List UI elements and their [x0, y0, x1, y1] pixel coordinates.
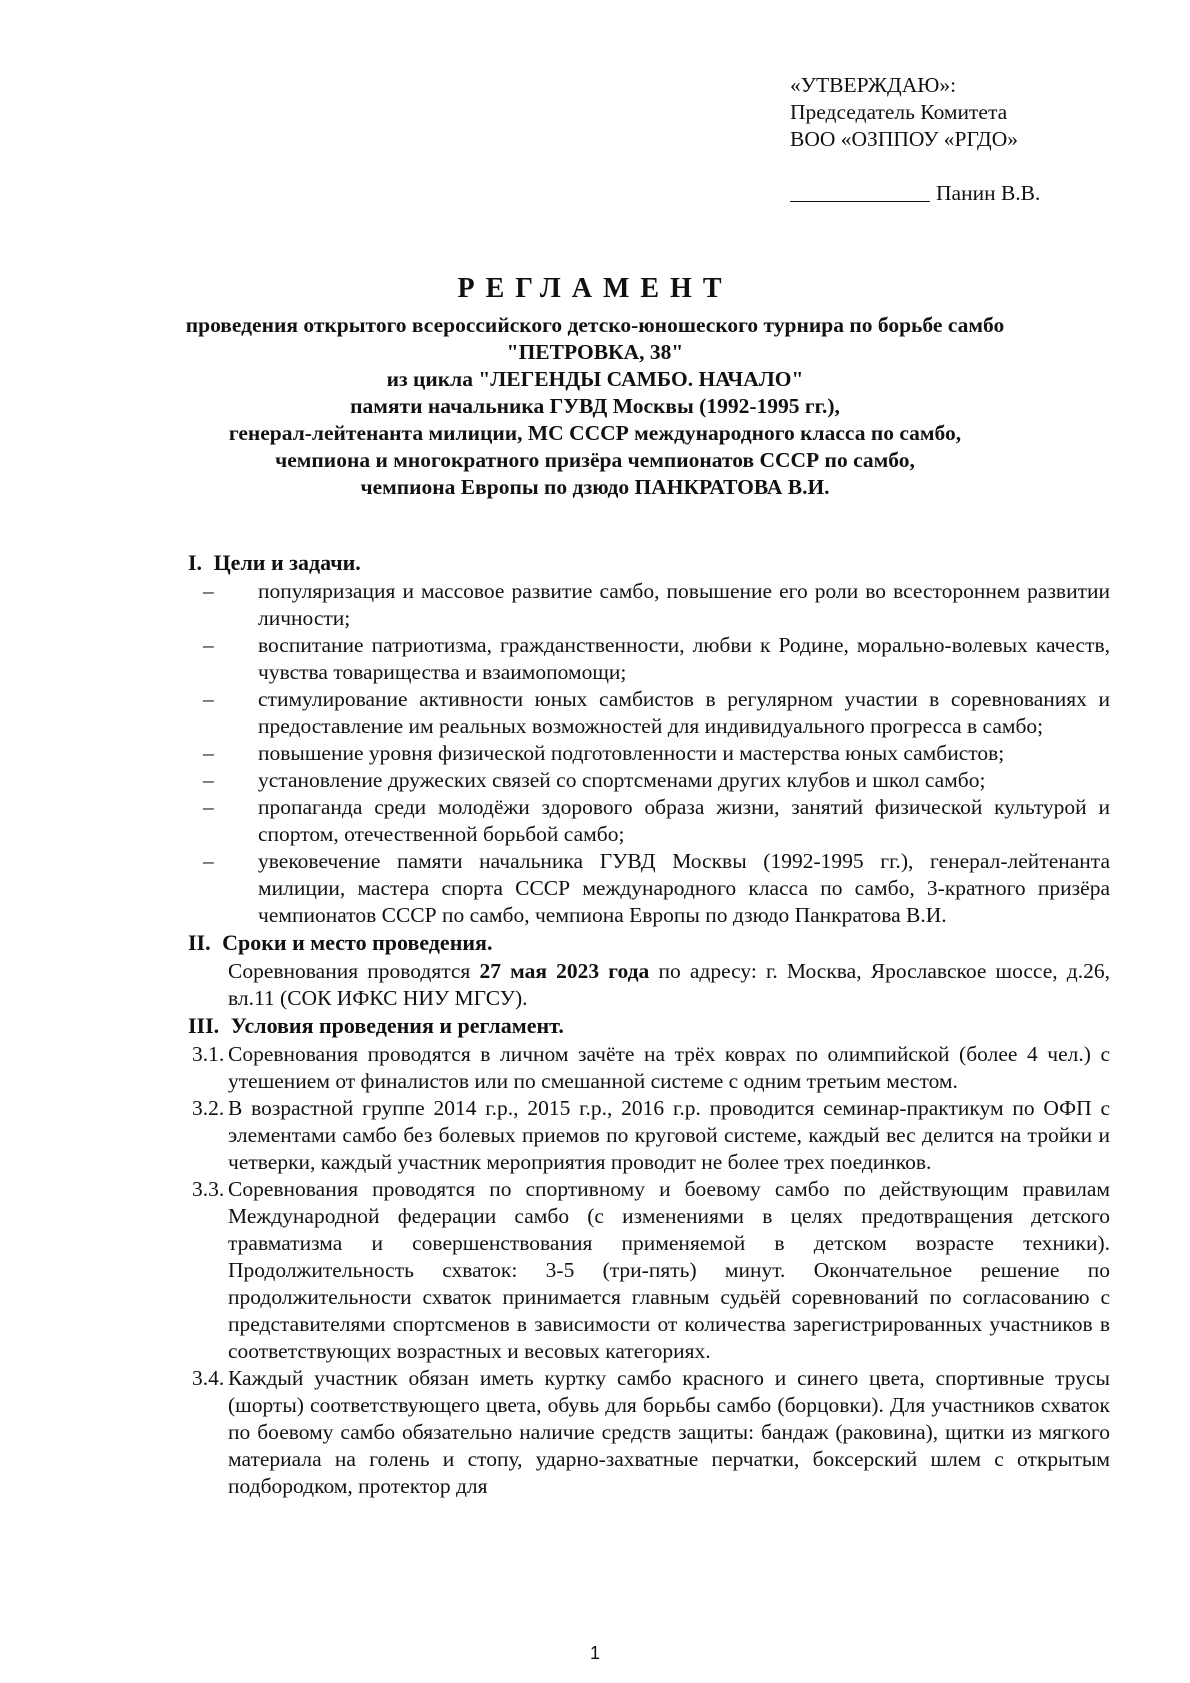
list-item	[203, 578, 1110, 632]
page-number: 1	[589, 1643, 600, 1663]
section-heading-dates	[188, 929, 1110, 958]
item-text: Соревнования проводятся в личном зачёте на трёх коврах по олимпийской (более 4 чел.) с утешением от финалистов или по смешанной системе с одним третьим местом.	[228, 1042, 1110, 1093]
list-item	[203, 632, 1110, 686]
document-title: РЕГЛАМЕНТ	[457, 273, 733, 304]
section-title: Сроки и место проведения.	[222, 930, 493, 955]
list-item	[203, 767, 1110, 794]
subtitle-line: чемпиона Европы по дзюдо ПАНКРАТОВА В.И.	[360, 475, 830, 499]
subtitle-line: генерал-лейтенанта милиции, МС СССР международного класса по самбо,	[228, 421, 962, 445]
list-item	[203, 848, 1110, 929]
signature-line	[790, 180, 1170, 207]
item-number: 3.3.	[192, 1177, 225, 1201]
section-number: III.	[188, 1013, 220, 1038]
approval-line-1: «УТВЕРЖДАЮ»:	[790, 73, 957, 97]
subtitle-line: памяти начальника ГУВД Москвы (1992-1995 гг.),	[350, 394, 840, 418]
dash-bullet-icon: –	[203, 687, 214, 711]
dash-bullet-icon: –	[203, 795, 214, 819]
section-title: Условия проведения и регламент.	[230, 1013, 564, 1038]
dash-bullet-icon: –	[203, 633, 214, 657]
item-text: Соревнования проводятся по спортивному и боевому самбо по действующим правилам Международной федерации самбо (с изменениями в целях предотвращения детского травматизма и совершенствования применяемой в детском возрасте техники). Продолжительность схваток: 3-5 (три-пять) минут. Окончательное решение по продолжительности схваток принимается главным судьёй соревнований по согласованию с представителями спортсменов в зависимости от количества зарегистрированных участников в соответствующих возрастных и весовых категориях.	[228, 1177, 1110, 1363]
goals-list	[188, 578, 1110, 929]
item-text: В возрастной группе 2014 г.р., 2015 г.р., 2016 г.р. проводится семинар-практикум по ОФП с элементами самбо без болевых приемов по круговой системе, каждый вес делится на тройки и четверки, каждый участник мероприятия проводит не более трех поединков.	[228, 1096, 1110, 1174]
section-number: I.	[188, 550, 203, 575]
section-number: II.	[188, 930, 211, 955]
subtitle-line: проведения открытого всероссийского детско-юношеского турнира по борьбе самбо	[185, 313, 1005, 337]
section-heading-conditions	[188, 1012, 1110, 1041]
numbered-item	[188, 1095, 1110, 1176]
document-body	[188, 549, 1110, 1500]
item-text: Каждый участник обязан иметь куртку самбо красного и синего цвета, спортивные трусы (шорты) соответствующего цвета, обувь для борьбы самбо (борцовки). Для участников схваток по боевому самбо обязательно наличие средств защиты: бандаж (раковина), щитки из мягкого материала на голень и стопу, ударно-захватные перчатки, боксерский шлем с открытым подбородком, протектор для	[228, 1366, 1110, 1498]
section-title: Цели и задачи.	[213, 550, 361, 575]
signatory-name: Панин В.В.	[936, 181, 1041, 205]
signature-blank	[790, 181, 930, 202]
list-item-text: увековечение памяти начальника ГУВД Москвы (1992-1995 гг.), генерал-лейтенанта милиции, мастера спорта СССР международного класса по самбо, 3-кратного призёра чемпионатов СССР по самбо, чемпиона Европы по дзюдо Панкратова В.И.	[258, 849, 1110, 927]
dash-bullet-icon: –	[203, 849, 214, 873]
subtitle-line: из цикла "ЛЕГЕНДЫ САМБО. НАЧАЛО"	[386, 367, 804, 391]
list-item-text: популяризация и массовое развитие самбо, повышение его роли во всестороннем развитии личности;	[258, 579, 1110, 630]
dates-paragraph	[188, 958, 1110, 1012]
list-item-text: воспитание патриотизма, гражданственности, любви к Родине, морально-волевых качеств, чувства товарищества и взаимопомощи;	[258, 633, 1110, 684]
event-date: 27 мая 2023 года	[479, 959, 650, 983]
list-item-text: повышение уровня физической подготовленности и мастерства юных самбистов;	[258, 741, 1005, 765]
list-item	[203, 686, 1110, 740]
list-item	[203, 794, 1110, 848]
item-number: 3.1.	[192, 1042, 225, 1066]
title-block	[120, 272, 1070, 501]
numbered-item	[188, 1176, 1110, 1365]
approval-line-2: Председатель Комитета	[790, 100, 1008, 124]
list-item-text: стимулирование активности юных самбистов в регулярном участии в соревнованиях и предоставление им реальных возможностей для индивидуального прогресса в самбо;	[258, 687, 1110, 738]
paragraph-text: по адресу: г. Москва, Ярославское шоссе, д.26, вл.11 (СОК ИФКС НИУ МГСУ).	[228, 959, 1110, 1010]
approval-line-3: ВОО «ОЗППОУ «РГДО»	[790, 127, 1018, 151]
item-number: 3.4.	[192, 1366, 225, 1390]
subtitle-line: "ПЕТРОВКА, 38"	[506, 340, 684, 364]
item-number: 3.2.	[192, 1096, 225, 1120]
dash-bullet-icon: –	[203, 768, 214, 792]
approval-block	[790, 72, 1170, 207]
numbered-item	[188, 1365, 1110, 1500]
list-item-text: установление дружеских связей со спортсменами других клубов и школ самбо;	[258, 768, 986, 792]
paragraph-text: Соревнования проводятся	[228, 959, 480, 983]
subtitle-line: чемпиона и многократного призёра чемпионатов СССР по самбо,	[275, 448, 915, 472]
section-heading-goals	[188, 549, 1110, 578]
dash-bullet-icon: –	[203, 741, 214, 765]
numbered-item	[188, 1041, 1110, 1095]
list-item	[203, 740, 1110, 767]
dash-bullet-icon: –	[203, 579, 214, 603]
list-item-text: пропаганда среди молодёжи здорового образа жизни, занятий физической культурой и спортом, отечественной борьбой самбо;	[258, 795, 1110, 846]
